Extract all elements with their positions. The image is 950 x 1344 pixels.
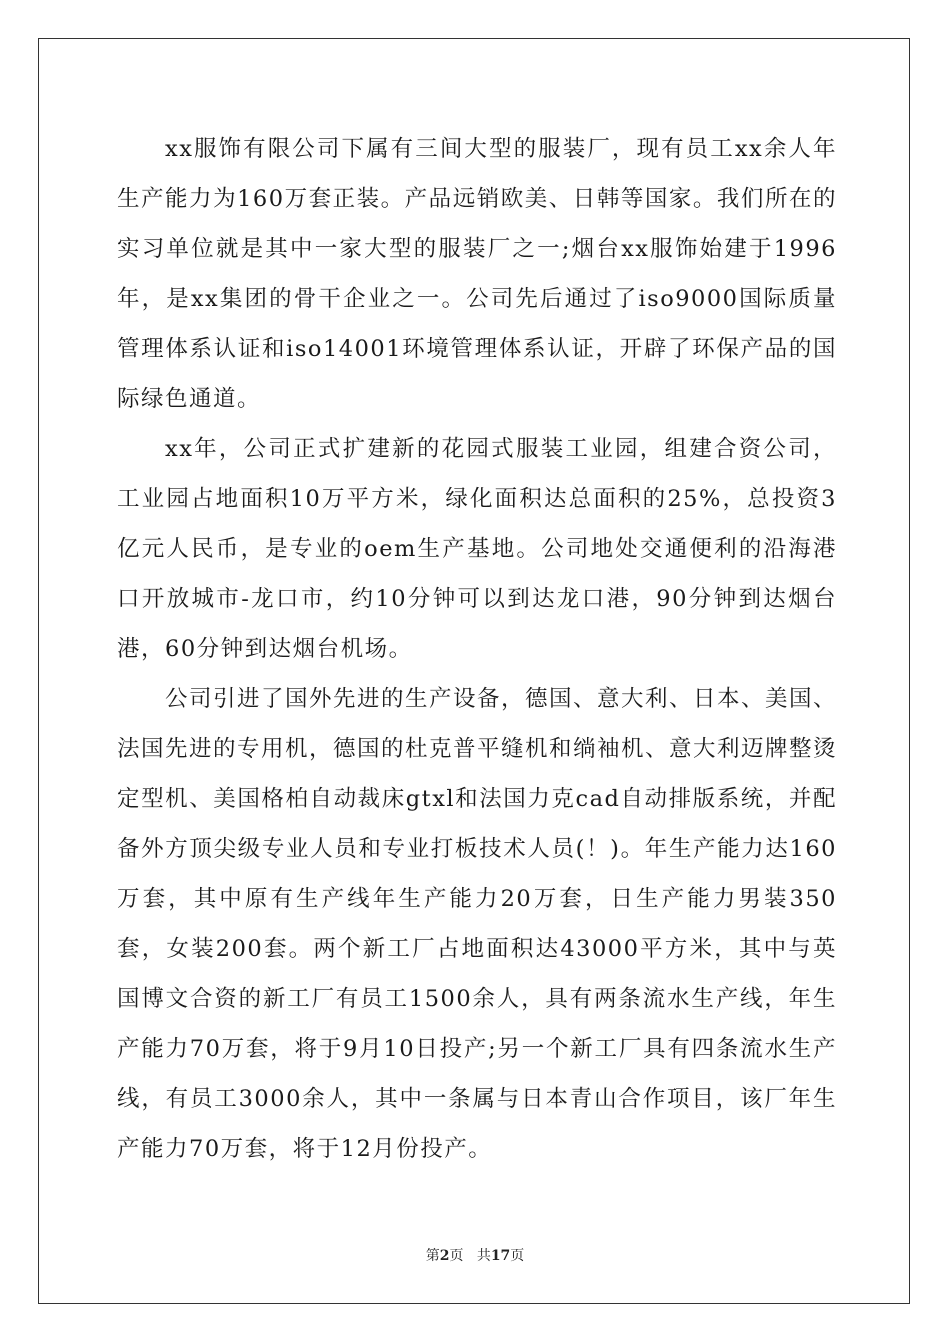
document-body — [117, 124, 837, 1174]
page-current-number: 2 — [439, 1248, 450, 1264]
page-footer — [0, 1246, 950, 1266]
page-suffix: 页 — [449, 1248, 464, 1264]
page-total-number: 17 — [490, 1248, 511, 1264]
total-prefix: 共 — [476, 1248, 491, 1264]
paragraph-company-overview: xx服饰有限公司下属有三间大型的服装厂，现有员工xx余人年生产能力为160万套正装。产品远销欧美、日韩等国家。我们所在的实习单位就是其中一家大型的服装厂之一;烟台xx服饰始建于1996年，是xx集团的骨干企业之一。公司先后通过了iso9000国际质量管理体系认证和iso14001环境管理体系认证，开辟了环保产品的国际绿色通道。 — [117, 136, 837, 412]
paragraph-equipment-capacity: 公司引进了国外先进的生产设备，德国、意大利、日本、美国、法国先进的专用机，德国的杜克普平缝机和绱袖机、意大利迈牌整烫定型机、美国格柏自动裁床gtxl和法国力克cad自动排版系统，并配备外方顶尖级专业人员和专业打板技术人员(！)。年生产能力达160万套，其中原有生产线年生产能力20万套，日生产能力男装350套，女装200套。两个新工厂占地面积达43000平方米，其中与英国博文合资的新工厂有员工1500余人，具有两条流水生产线，年生产能力70万套，将于9月10日投产;另一个新工厂具有四条流水生产线，有员工3000余人，其中一条属与日本青山合作项目，该厂年生产能力70万套，将于12月份投产。 — [117, 686, 838, 1162]
total-suffix: 页 — [510, 1248, 525, 1264]
paragraph-industrial-park: xx年，公司正式扩建新的花园式服装工业园，组建合资公司，工业园占地面积10万平方米，绿化面积达总面积的25%，总投资3亿元人民币，是专业的oem生产基地。公司地处交通便利的沿海港口开放城市-龙口市，约10分钟可以到达龙口港，90分钟到达烟台港，60分钟到达烟台机场。 — [117, 436, 837, 662]
page-prefix: 第 — [425, 1248, 440, 1264]
